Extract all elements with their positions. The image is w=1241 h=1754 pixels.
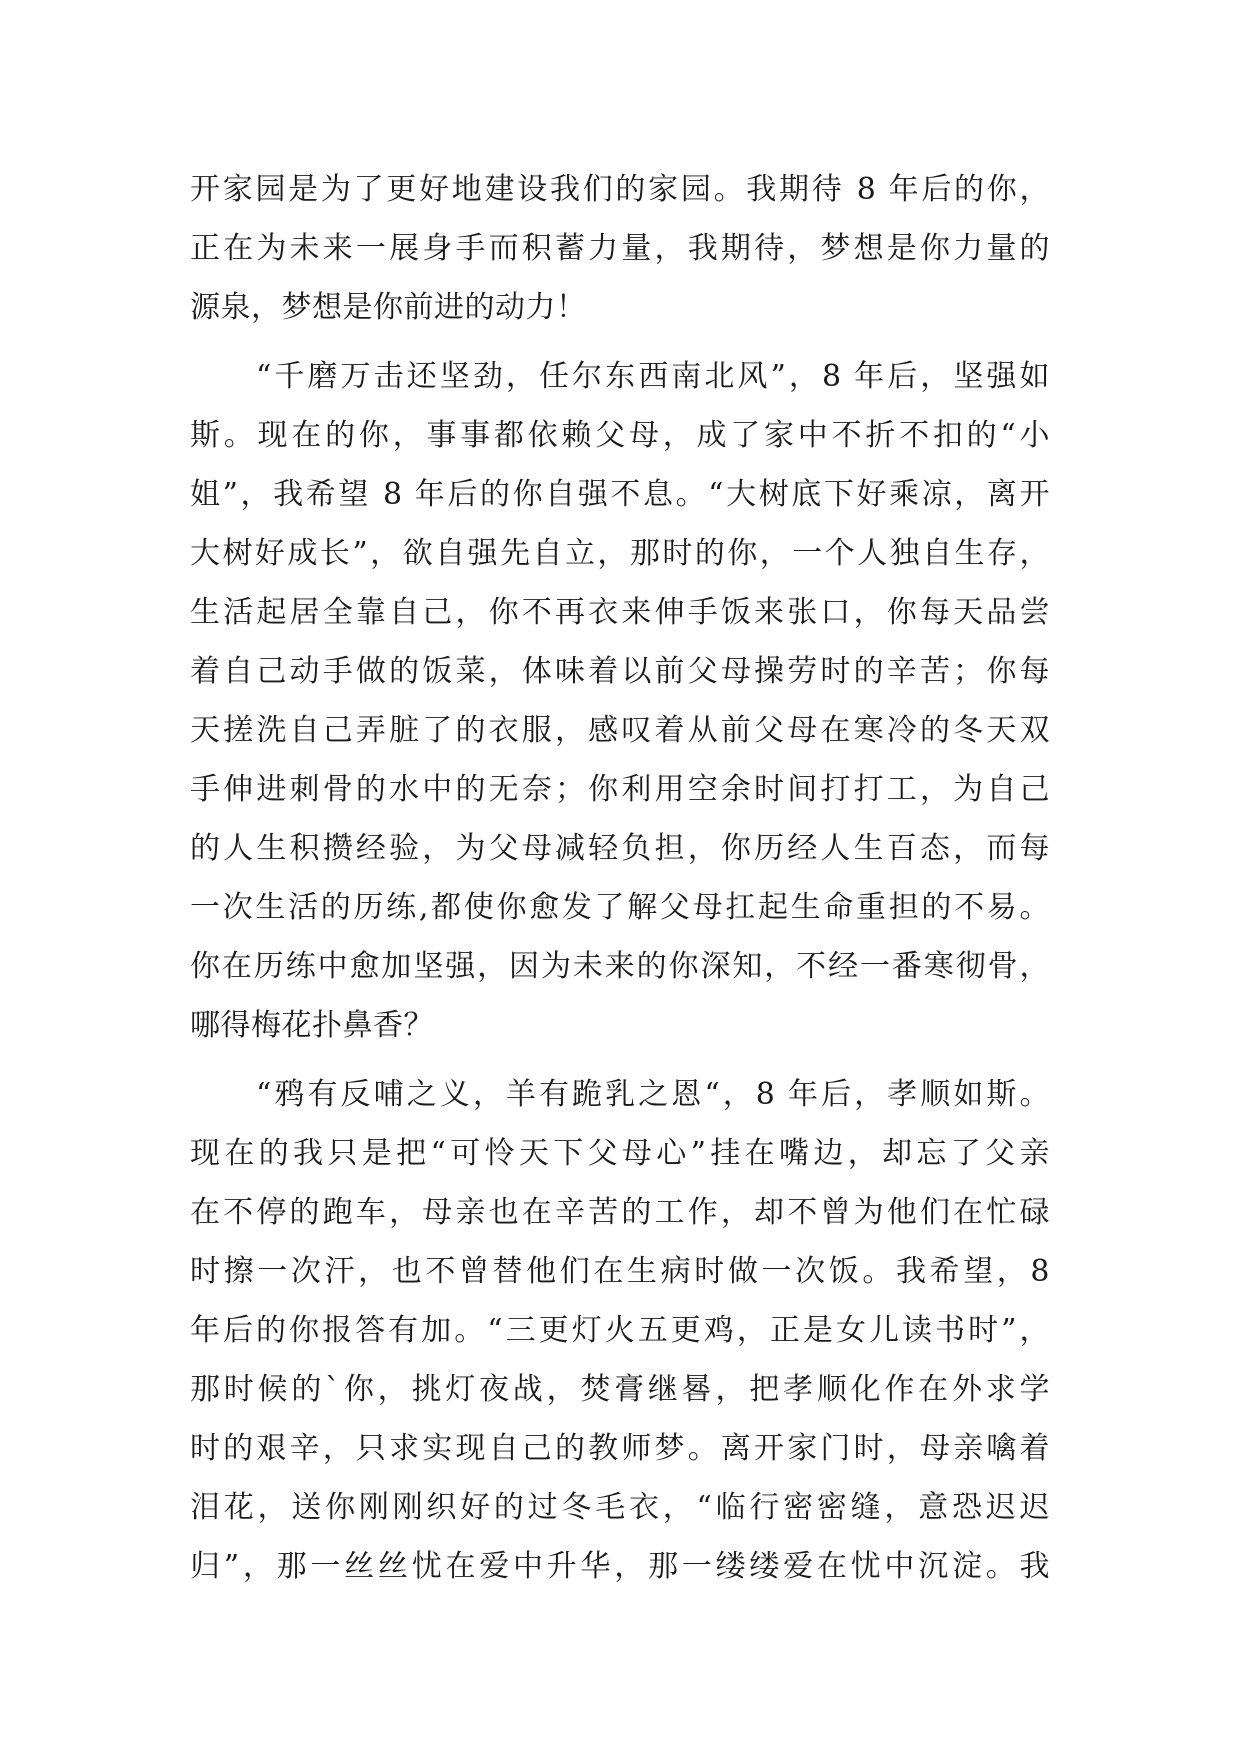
paragraph-line: 开家园是为了更好地建设我们的家园。我期待 8 年后的你， bbox=[190, 172, 1050, 207]
paragraph-line: 归”，那一丝丝忧在爱中升华，那一缕缕爱在忧中沉淀。我 bbox=[190, 1549, 1050, 1584]
paragraph-line: 那时候的`你，挑灯夜战，焚膏继晷，把孝顺化作在外求学 bbox=[190, 1372, 1050, 1407]
paragraph-2 bbox=[190, 347, 1050, 1055]
paragraph-line: 哪得梅花扑鼻香？ bbox=[190, 1008, 434, 1043]
paragraph-line: 着自己动手做的饭菜，体味着以前父母操劳时的辛苦；你每 bbox=[190, 654, 1050, 689]
paragraph-line: 生活起居全靠自己，你不再衣来伸手饭来张口，你每天品尝 bbox=[190, 595, 1050, 630]
paragraph-line: 年后的你报答有加。“三更灯火五更鸡，正是女儿读书时”， bbox=[190, 1313, 1050, 1348]
paragraph-line: 的人生积攒经验，为父母减轻负担，你历经人生百态，而每 bbox=[190, 831, 1050, 866]
paragraph-line: 在不停的跑车，母亲也在辛苦的工作，却不曾为他们在忙碌 bbox=[190, 1195, 1050, 1230]
paragraph-line: 大树好成长”，欲自强先自立，那时的你，一个人独自生存， bbox=[190, 536, 1050, 571]
paragraph-3 bbox=[190, 1065, 1050, 1596]
paragraph-line: 天搓洗自己弄脏了的衣服，感叹着从前父母在寒冷的冬天双 bbox=[190, 713, 1050, 748]
paragraph-line: 泪花，送你刚刚织好的过冬毛衣，“临行密密缝，意恐迟迟 bbox=[190, 1490, 1050, 1525]
paragraph-line: 时的艰辛，只求实现自己的教师梦。离开家门时，母亲噙着 bbox=[190, 1431, 1050, 1466]
paragraph-line: 你在历练中愈加坚强，因为未来的你深知，不经一番寒彻骨， bbox=[190, 949, 1050, 984]
paragraph-line: 正在为未来一展身手而积蓄力量，我期待，梦想是你力量的 bbox=[190, 231, 1050, 266]
paragraph-line: 姐”，我希望 8 年后的你自强不息。“大树底下好乘凉，离开 bbox=[190, 477, 1050, 512]
paragraph-line: 源泉，梦想是你前进的动力！ bbox=[190, 290, 587, 325]
paragraph-line: 手伸进刺骨的水中的无奈；你利用空余时间打打工，为自己 bbox=[190, 772, 1050, 807]
paragraph-1 bbox=[190, 160, 1050, 337]
paragraph-line: “鸦有反哺之义，羊有跪乳之恩“，8 年后，孝顺如斯。 bbox=[256, 1077, 1050, 1112]
paragraph-line: “千磨万击还坚劲，任尔东西南北风”，8 年后，坚强如 bbox=[256, 359, 1050, 394]
paragraph-line: 一次生活的历练,都使你愈发了解父母扛起生命重担的不易。 bbox=[190, 890, 1050, 925]
paragraph-line: 斯。现在的你，事事都依赖父母，成了家中不折不扣的“小 bbox=[190, 418, 1050, 453]
paragraph-line: 时擦一次汗，也不曾替他们在生病时做一次饭。我希望，8 bbox=[190, 1254, 1050, 1289]
paragraph-line: 现在的我只是把“可怜天下父母心”挂在嘴边，却忘了父亲 bbox=[190, 1136, 1050, 1171]
document-body bbox=[190, 160, 1050, 1596]
